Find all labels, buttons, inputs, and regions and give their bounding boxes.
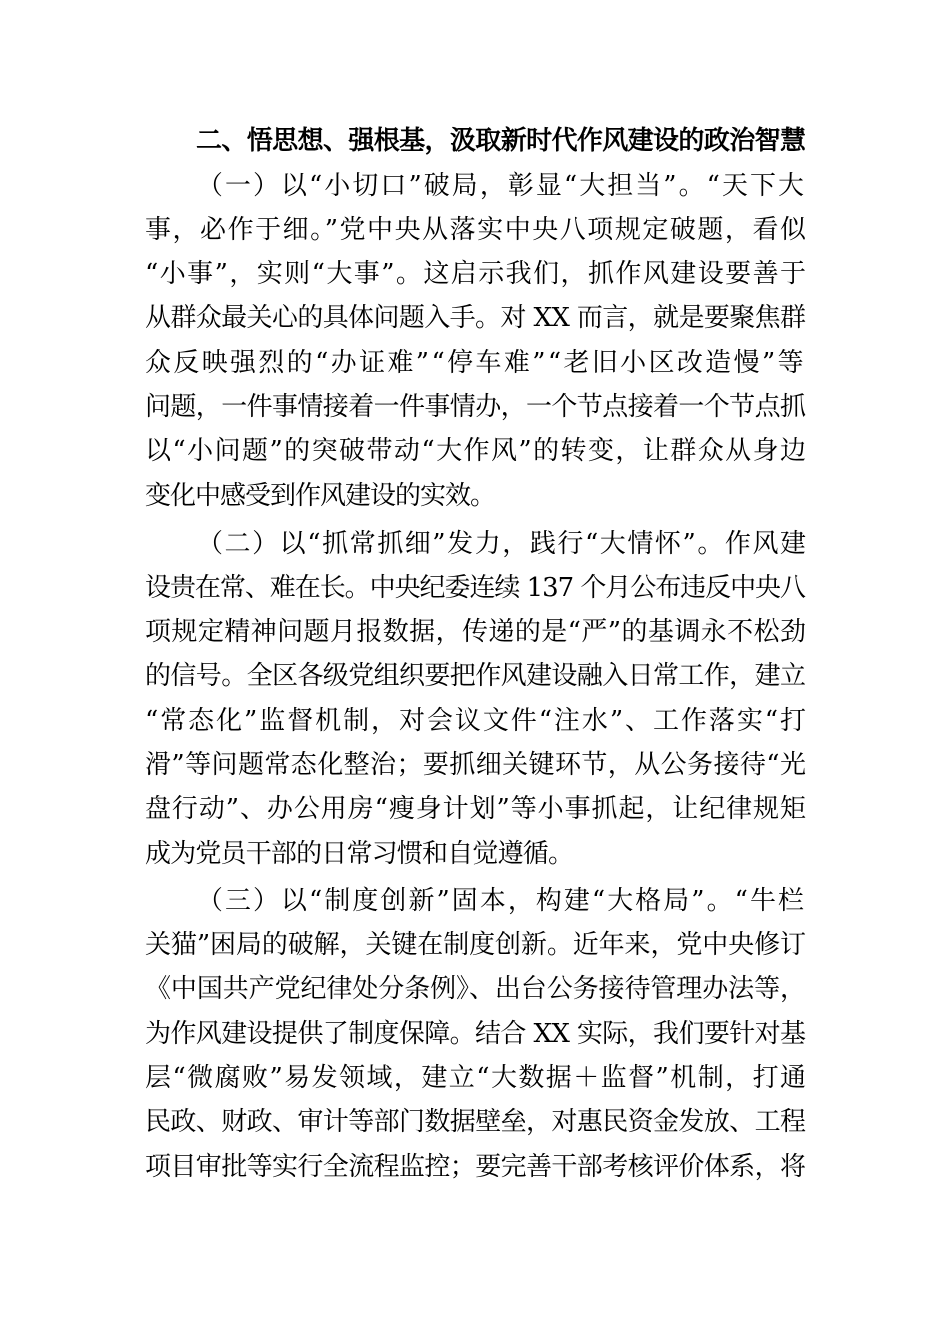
paragraph-1-line: 变化中感受到作风建设的实效。 [145,481,495,511]
paragraph-2-line: 盘行动”、办公用房“瘦身计划”等小事抓起，让纪律规矩 [145,794,807,824]
paragraph-1-line: 事，必作于细。”党中央从落实中央八项规定破题，看似 [145,215,808,245]
section-heading: 二、悟思想、强根基，汲取新时代作风建设的政治智慧 [196,126,806,156]
paragraph-1-line: 众反映强烈的“办证难”“停车难”“老旧小区改造慢”等 [145,348,806,378]
paragraph-2-line: （二）以“抓常抓细”发力，践行“大情怀”。作风建 [197,529,808,559]
paragraph-2-line: 设贵在常、难在长。中央纪委连续 137 个月公布违反中央八 [145,573,805,603]
paragraph-1-line: 从群众最关心的具体问题入手。对 XX 而言，就是要聚焦群 [145,303,806,333]
paragraph-2-line: 项规定精神问题月报数据，传递的是“严”的基调永不松劲 [145,617,807,647]
paragraph-3-line: （三）以“制度创新”固本，构建“大格局”。“牛栏 [197,886,806,916]
paragraph-3-line: 为作风建设提供了制度保障。结合 XX 实际，我们要针对基 [145,1019,806,1049]
paragraph-1-line: 以“小问题”的突破带动“大作风”的转变，让群众从身边 [145,436,808,466]
paragraph-3-line: 层“微腐败”易发领域，建立“大数据＋监督”机制，打通 [145,1063,808,1093]
paragraph-2-line: 滑”等问题常态化整治；要抓细关键环节，从公务接待“光 [145,750,807,780]
paragraph-2-line: 成为党员干部的日常习惯和自觉遵循。 [145,839,574,869]
paragraph-3-line: 项目审批等实行全流程监控；要完善干部考核评价体系，将 [145,1152,806,1182]
paragraph-2-line: “常态化”监督机制，对会议文件“注水”、工作落实“打 [145,706,808,736]
paragraph-3-line: 关猫”困局的破解，关键在制度创新。近年来，党中央修订 [145,930,806,960]
paragraph-3-line: 民政、财政、审计等部门数据壁垒，对惠民资金发放、工程 [145,1107,806,1137]
paragraph-2-line: 的信号。全区各级党组织要把作风建设融入日常工作，建立 [145,661,806,691]
paragraph-1-line: “小事”，实则“大事”。这启示我们，抓作风建设要善于 [145,259,808,289]
paragraph-3-line: 《中国共产党纪律处分条例》、出台公务接待管理办法等， [145,974,806,1004]
paragraph-1-line: （一）以“小切口”破局，彰显“大担当”。“天下大 [197,171,806,201]
paragraph-1-line: 问题，一件事情接着一件事情办，一个节点接着一个节点抓 [145,392,806,422]
